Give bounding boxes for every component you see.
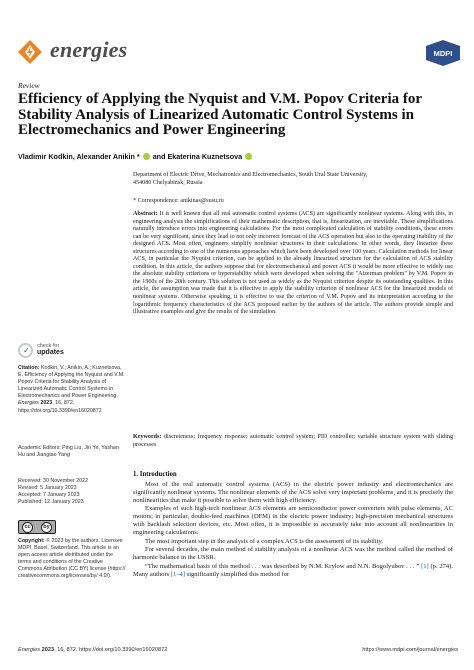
revised-date: Revised: 5 January 2023 (18, 485, 77, 492)
keywords-label: Keywords: (133, 434, 162, 440)
paragraph: The most important step in the analysis of a complex ACS is the assessment of its stability. (145, 537, 383, 545)
by-icon: by (41, 522, 52, 533)
copyright-note (18, 538, 126, 581)
introduction-body (133, 481, 453, 579)
article-dates (18, 478, 126, 506)
received-date: Received: 30 November 2022 (18, 478, 89, 484)
keywords-text: discreteness; frequency response; automatic control system; PID controller; variable structure system with sliding processes (133, 434, 453, 448)
check-for-updates-badge[interactable] (18, 343, 98, 363)
correspondence: * Correspondence: anikinas@susu.ru (133, 198, 224, 204)
citation-text: Kodkin, V.; Anikin, A.; Kuznetsova, E. Efficiency of Applying the Nyquist and V.M. Popov Criteria for Stability Analysis of Linearized Automatic Control Systems in Electromechanics and Power Engineering. (18, 365, 125, 400)
footer-journal: Energies (18, 647, 41, 653)
footer-doi[interactable]: , 16, 872. https://doi.org/10.3390/en16020872 (54, 647, 168, 653)
journal-url-link[interactable]: https://www.mdpi.com/journal/energies (362, 647, 458, 653)
academic-editors (18, 445, 126, 459)
footer-year: 2023 (41, 647, 55, 653)
cc-icon: cc (22, 522, 33, 533)
cc-by-license-badge[interactable] (18, 520, 56, 534)
paragraph: Examples of such high-tech nonlinear ACS elements are semiconductor power converters with pulse elements, AC motors; in particular, double-feed machines (DFM) in the electric power industry; high-precision mechanical structures with backlash selection devices, etc. Most often, it is impossible to accurately take into account all nonlinearities in engineering calculations. (133, 505, 453, 537)
article-title: Efficiency of Applying the Nyquist and V.M. Popov Criteria for Stability Analysis of Linearized Automatic Control Systems in Electromechanics and Power Engineering (18, 91, 422, 138)
paragraph-text: significantly simplified this method for (185, 570, 290, 578)
citation-year: 2023 (40, 400, 53, 407)
keywords (133, 434, 453, 449)
check-updates-icon: ✓ (18, 343, 33, 358)
citation-link[interactable]: [1] (421, 562, 429, 570)
footer-citation (18, 647, 167, 653)
orcid-icon[interactable] (245, 153, 252, 160)
affiliation-line: 454080 Chelyabinsk, Russia (133, 179, 203, 186)
paragraph (133, 563, 453, 579)
abstract-text: It is well known that all real automatic control systems (ACS) are significantly nonlinear systems. Along with this, in engineering analysis the simplifications of their mathematic description, that is, linearization, are inevitable. These simplifications naturally introduce errors into engineering calculations. For the most complicated calculation of stability conditions, these errors can be very significant, since they lead to not only incorrect forecast of the ACS operation but also to the operating inability of the designed ACS. Most often, engineers simplify nonlinear structures in their calculations. In other words, they linearize these structures according to one of the numerous approaches which have been developed over 100 years. Calculation methods for linear ACS, in particular the Nyquist criterion, can be applied to the already linearized structure for the calculation of ACS stability condition. In this article, the authors suppose that for electromechanical and power ACS it would be more effective to widely use the absolute stability criterions or hyperstability which were developed when solving the "Aizerman problem" by V.M. Popov in the 1960s of the 20th century. This solution is not used as widely as the Nyquist criterion despite its outstanding qualities. In this article, the assumption was made that it is effective to apply the stability criterion of nonlinear ACS for the linearized models of nonlinear systems. Otherwise speaking, it is effective to use the criterion of V.M. Popov and its interpretation according to the logarithmic frequency characteristics of the ACS proposed earlier by the authors of the article. The authors provide simple and illustrative examples and give the results of the simulation. (133, 211, 453, 316)
accepted-date: Accepted: 7 January 2023 (18, 492, 80, 499)
editors-label: Academic Editors: (18, 445, 61, 451)
publisher-name: MDPI (433, 49, 453, 58)
affiliation-line: Department of Electric Drive, Mechatronics and Electromechanics, South Ural State University, (133, 172, 368, 178)
citation-doi[interactable]: , 16, 872. https://doi.org/10.3390/en16020872 (18, 400, 102, 414)
author-list (18, 152, 458, 161)
affiliation (133, 172, 453, 187)
section-heading: 1. Introduction (133, 471, 177, 478)
citation-label: Citation: (18, 365, 40, 371)
authors-part-1: Vladimir Kodkin, Alexander Anikin * (18, 152, 140, 161)
paragraph-text: “The mathematical basis of this method . . . was described by N.M. Krylow and N.N. Bogolyubov . . . ” (145, 562, 422, 570)
copyright-label: Copyright: (18, 538, 45, 544)
citation-journal: Energies (18, 400, 39, 407)
check-updates-line2: updates (37, 349, 64, 356)
authors-part-2: and Ekaterina Kuznetsova (152, 152, 243, 161)
paragraph: For several decades, the main method of stability analysis of a nonlinear ACS was the method called the method of harmonic balance in the USSR. (133, 546, 453, 562)
citation-note (18, 365, 126, 415)
paragraph: Most of the real automatic control systems (ACS) in the electric power industry and electromechanics are significantly nonlinear systems. The nonlinear elements of the ACS solve very important problems, and it is precisely the nonlinearities that make it possible to solve them with high efficiency. (133, 481, 453, 504)
abstract-label: Abstract: (133, 211, 158, 217)
abstract (133, 211, 453, 317)
copyright-text: © 2023 by the authors. Licensee MDPI, Basel, Switzerland. This article is an open access article distributed under the terms and conditions of the Creative Commons Attribution (CC BY) license (https:// creativecommons.org/licenses/by/ 4.0/). (18, 538, 126, 580)
mdpi-logo (426, 40, 460, 66)
journal-name: energies (50, 37, 128, 62)
editors-text: Ping Liu, Jin Ye, Yashan Hu and Jiangtao Yang (18, 445, 119, 459)
journal-header (0, 0, 474, 75)
article-type: Review (18, 81, 40, 90)
citation-link[interactable]: [1–4] (170, 570, 186, 578)
orcid-icon[interactable] (143, 153, 150, 160)
paragraph-text: (p. 274). Many authors (133, 562, 453, 578)
published-date: Published: 12 January 2023 (18, 499, 84, 506)
check-updates-line1: check for (37, 343, 60, 349)
energies-logo-icon (18, 40, 42, 64)
